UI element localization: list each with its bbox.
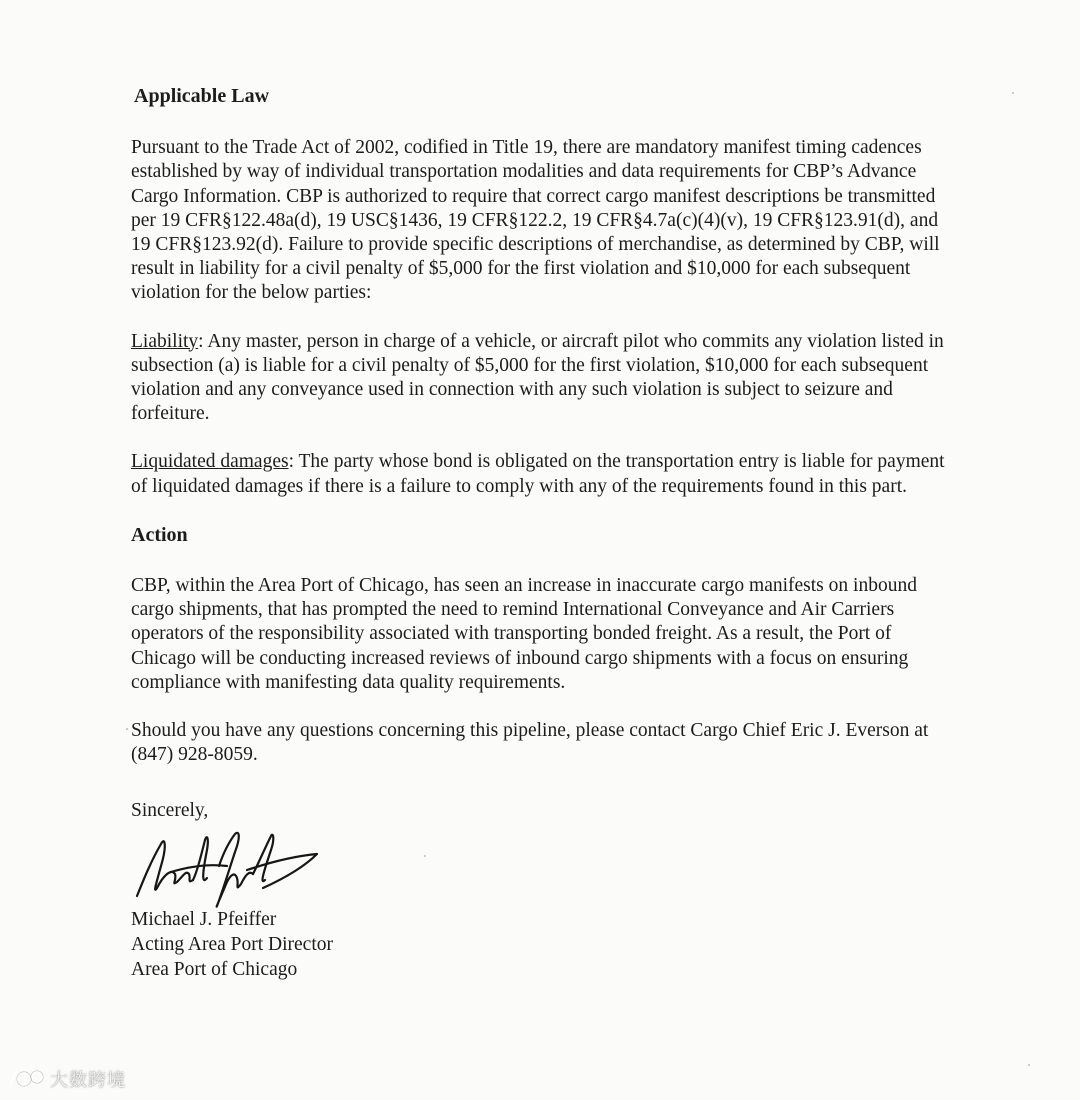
letter-body [131,84,956,982]
scan-speck [1028,1064,1030,1066]
signer-title: Acting Area Port Director [131,933,333,955]
liquidated-damages-text: : The party whose bond is obligated on the transportation entry is liable for payment of liquidated damages if there is a failure to comply with any of the requirements found in this part. [131,451,945,497]
signer-office: Area Port of Chicago [131,958,298,980]
closing-salutation: Sincerely, [131,800,209,822]
liability-label: Liability [131,330,199,352]
signature-image [131,826,331,911]
scan-speck [424,855,426,857]
contact-paragraph: Should you have any questions concerning this pipeline, please contact Cargo Chief Eric J. Everson at (847) 928-8059. [131,720,929,766]
applicable-law-paragraph: Pursuant to the Trade Act of 2002, codified in Title 19, there are mandatory manifest timing cadences established by way of individual transportation modalities and data requirements for CBP’s Advance Cargo Information. CBP is authorized to require that correct cargo manifest descriptions be transmitted per 19 CFR§122.48a(d), 19 USC§1436, 19 CFR§122.2, 19 CFR§4.7a(c)(4)(v), 19 CFR§123.91(d), and 19 CFR§123.92(d). Failure to provide specific descriptions of merchandise, as determined by CBP, will result in liability for a civil penalty of $5,000 for the first violation and $10,000 for each subsequent violation for the below parties: [131,137,940,304]
liquidated-damages-paragraph [131,450,956,498]
liability-text: : Any master, person in charge of a vehicle, or aircraft pilot who commits any violation listed in subsection (a) is liable for a civil penalty of $5,000 for the first violation, $10,000 for each subsequent violation and any conveyance used in connection with any such violation is subject to seizure and forfeiture. [131,330,944,425]
scan-speck [126,728,128,730]
scan-speck [1012,92,1014,94]
watermark-text: 大数跨境 [50,1070,126,1091]
liquidated-damages-label: Liquidated damages [131,451,289,473]
action-paragraph: CBP, within the Area Port of Chicago, has seen an increase in inaccurate cargo manifests on inbound cargo shipments, that has prompted the need to remind International Conveyance and Air Carriers operators of the responsibility associated with transporting bonded freight. As a result, the Port of Chicago will be conducting increased reviews of inbound cargo shipments with a focus on ensuring compliance with manifesting data quality requirements. [131,575,917,693]
signature-block [131,907,956,982]
signer-name: Michael J. Pfeiffer [131,908,277,930]
watermark [8,1066,126,1092]
watermark-logo-icon [8,1068,46,1090]
applicable-law-heading: Applicable Law [134,85,270,107]
liability-paragraph [131,330,956,427]
action-heading: Action [131,523,188,546]
